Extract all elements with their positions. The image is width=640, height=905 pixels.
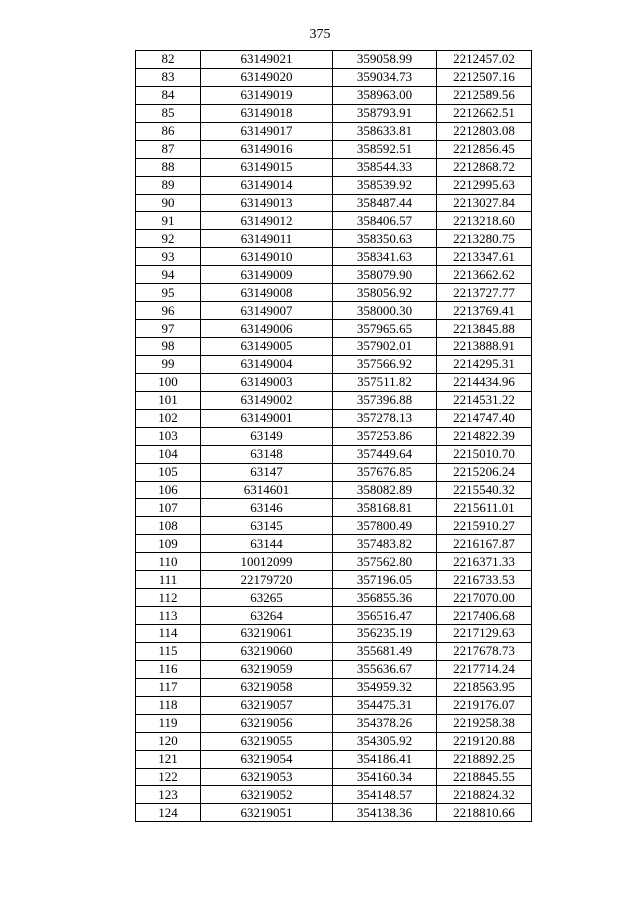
point-id-cell: 63264 (201, 607, 333, 625)
x-coordinate-cell: 357511.82 (333, 373, 437, 391)
table-row (136, 804, 532, 822)
row-index-cell: 106 (136, 481, 201, 499)
x-coordinate-cell: 358487.44 (333, 194, 437, 212)
table-row (136, 481, 532, 499)
coordinates-table (135, 50, 532, 822)
x-coordinate-cell: 359058.99 (333, 51, 437, 69)
table-row (136, 427, 532, 445)
point-id-cell: 22179720 (201, 571, 333, 589)
page-number: 375 (309, 27, 331, 42)
y-coordinate-cell: 2212868.72 (437, 158, 532, 176)
y-coordinate-cell: 2212507.16 (437, 68, 532, 86)
x-coordinate-cell: 357196.05 (333, 571, 437, 589)
point-id-cell: 63149007 (201, 302, 333, 320)
x-coordinate-cell: 354378.26 (333, 714, 437, 732)
x-coordinate-cell: 354148.57 (333, 786, 437, 804)
row-index-cell: 118 (136, 696, 201, 714)
row-index-cell: 83 (136, 68, 201, 86)
table-row (136, 355, 532, 373)
x-coordinate-cell: 358341.63 (333, 248, 437, 266)
row-index-cell: 116 (136, 660, 201, 678)
x-coordinate-cell: 357483.82 (333, 535, 437, 553)
x-coordinate-cell: 359034.73 (333, 68, 437, 86)
row-index-cell: 117 (136, 678, 201, 696)
row-index-cell: 109 (136, 535, 201, 553)
table-row (136, 535, 532, 553)
point-id-cell: 63144 (201, 535, 333, 553)
row-index-cell: 104 (136, 445, 201, 463)
table-row (136, 338, 532, 356)
table-row (136, 194, 532, 212)
point-id-cell: 63149006 (201, 320, 333, 338)
x-coordinate-cell: 358168.81 (333, 499, 437, 517)
y-coordinate-cell: 2212662.51 (437, 104, 532, 122)
table-row (136, 732, 532, 750)
table-row (136, 768, 532, 786)
point-id-cell: 63219057 (201, 696, 333, 714)
point-id-cell: 63145 (201, 517, 333, 535)
x-coordinate-cell: 358544.33 (333, 158, 437, 176)
x-coordinate-cell: 354138.36 (333, 804, 437, 822)
x-coordinate-cell: 356855.36 (333, 589, 437, 607)
row-index-cell: 110 (136, 553, 201, 571)
table-body (136, 51, 532, 822)
point-id-cell: 63219054 (201, 750, 333, 768)
point-id-cell: 63149012 (201, 212, 333, 230)
x-coordinate-cell: 355636.67 (333, 660, 437, 678)
table-row (136, 445, 532, 463)
row-index-cell: 85 (136, 104, 201, 122)
point-id-cell: 63149015 (201, 158, 333, 176)
x-coordinate-cell: 357253.86 (333, 427, 437, 445)
table-row (136, 140, 532, 158)
y-coordinate-cell: 2217406.68 (437, 607, 532, 625)
x-coordinate-cell: 356516.47 (333, 607, 437, 625)
table-row (136, 660, 532, 678)
table-row (136, 373, 532, 391)
y-coordinate-cell: 2212589.56 (437, 86, 532, 104)
point-id-cell: 63149 (201, 427, 333, 445)
point-id-cell: 63149005 (201, 338, 333, 356)
point-id-cell: 63219061 (201, 625, 333, 643)
y-coordinate-cell: 2213727.77 (437, 284, 532, 302)
row-index-cell: 120 (136, 732, 201, 750)
table-row (136, 51, 532, 69)
y-coordinate-cell: 2219176.07 (437, 696, 532, 714)
row-index-cell: 121 (136, 750, 201, 768)
y-coordinate-cell: 2219120.88 (437, 732, 532, 750)
y-coordinate-cell: 2216167.87 (437, 535, 532, 553)
table-row (136, 86, 532, 104)
point-id-cell: 63219058 (201, 678, 333, 696)
table-row (136, 553, 532, 571)
x-coordinate-cell: 355681.49 (333, 642, 437, 660)
row-index-cell: 98 (136, 338, 201, 356)
y-coordinate-cell: 2217678.73 (437, 642, 532, 660)
table-row (136, 678, 532, 696)
point-id-cell: 63149013 (201, 194, 333, 212)
x-coordinate-cell: 357562.80 (333, 553, 437, 571)
row-index-cell: 97 (136, 320, 201, 338)
x-coordinate-cell: 354305.92 (333, 732, 437, 750)
row-index-cell: 92 (136, 230, 201, 248)
point-id-cell: 63149001 (201, 409, 333, 427)
table-row (136, 571, 532, 589)
point-id-cell: 63219056 (201, 714, 333, 732)
point-id-cell: 63149008 (201, 284, 333, 302)
x-coordinate-cell: 354475.31 (333, 696, 437, 714)
row-index-cell: 107 (136, 499, 201, 517)
table-row (136, 230, 532, 248)
x-coordinate-cell: 358079.90 (333, 266, 437, 284)
x-coordinate-cell: 358056.92 (333, 284, 437, 302)
point-id-cell: 63149020 (201, 68, 333, 86)
point-id-cell: 63149021 (201, 51, 333, 69)
row-index-cell: 108 (136, 517, 201, 535)
point-id-cell: 63149009 (201, 266, 333, 284)
row-index-cell: 105 (136, 463, 201, 481)
x-coordinate-cell: 357449.64 (333, 445, 437, 463)
table-row (136, 104, 532, 122)
x-coordinate-cell: 357566.92 (333, 355, 437, 373)
y-coordinate-cell: 2213662.62 (437, 266, 532, 284)
x-coordinate-cell: 357278.13 (333, 409, 437, 427)
table-row (136, 499, 532, 517)
table-row (136, 696, 532, 714)
y-coordinate-cell: 2212457.02 (437, 51, 532, 69)
x-coordinate-cell: 357676.85 (333, 463, 437, 481)
table-row (136, 68, 532, 86)
x-coordinate-cell: 358406.57 (333, 212, 437, 230)
point-id-cell: 63149014 (201, 176, 333, 194)
table-row (136, 212, 532, 230)
row-index-cell: 103 (136, 427, 201, 445)
x-coordinate-cell: 357965.65 (333, 320, 437, 338)
x-coordinate-cell: 358592.51 (333, 140, 437, 158)
table-row (136, 284, 532, 302)
row-index-cell: 82 (136, 51, 201, 69)
table-row (136, 302, 532, 320)
x-coordinate-cell: 358539.92 (333, 176, 437, 194)
table-row (136, 714, 532, 732)
point-id-cell: 63219055 (201, 732, 333, 750)
row-index-cell: 90 (136, 194, 201, 212)
table-row (136, 589, 532, 607)
x-coordinate-cell: 354959.32 (333, 678, 437, 696)
row-index-cell: 123 (136, 786, 201, 804)
row-index-cell: 112 (136, 589, 201, 607)
point-id-cell: 63149019 (201, 86, 333, 104)
y-coordinate-cell: 2213027.84 (437, 194, 532, 212)
point-id-cell: 63219051 (201, 804, 333, 822)
table-row (136, 320, 532, 338)
point-id-cell: 6314601 (201, 481, 333, 499)
row-index-cell: 94 (136, 266, 201, 284)
x-coordinate-cell: 358000.30 (333, 302, 437, 320)
row-index-cell: 101 (136, 391, 201, 409)
table-row (136, 750, 532, 768)
point-id-cell: 63265 (201, 589, 333, 607)
row-index-cell: 102 (136, 409, 201, 427)
row-index-cell: 100 (136, 373, 201, 391)
point-id-cell: 63149017 (201, 122, 333, 140)
point-id-cell: 63148 (201, 445, 333, 463)
y-coordinate-cell: 2217714.24 (437, 660, 532, 678)
row-index-cell: 122 (136, 768, 201, 786)
table-row (136, 248, 532, 266)
y-coordinate-cell: 2215010.70 (437, 445, 532, 463)
y-coordinate-cell: 2212856.45 (437, 140, 532, 158)
x-coordinate-cell: 357902.01 (333, 338, 437, 356)
table-row (136, 786, 532, 804)
y-coordinate-cell: 2219258.38 (437, 714, 532, 732)
table-row (136, 517, 532, 535)
y-coordinate-cell: 2217129.63 (437, 625, 532, 643)
y-coordinate-cell: 2213347.61 (437, 248, 532, 266)
y-coordinate-cell: 2212803.08 (437, 122, 532, 140)
x-coordinate-cell: 354160.34 (333, 768, 437, 786)
row-index-cell: 115 (136, 642, 201, 660)
x-coordinate-cell: 357800.49 (333, 517, 437, 535)
row-index-cell: 95 (136, 284, 201, 302)
y-coordinate-cell: 2216371.33 (437, 553, 532, 571)
y-coordinate-cell: 2214295.31 (437, 355, 532, 373)
y-coordinate-cell: 2215540.32 (437, 481, 532, 499)
y-coordinate-cell: 2218824.32 (437, 786, 532, 804)
row-index-cell: 84 (136, 86, 201, 104)
x-coordinate-cell: 356235.19 (333, 625, 437, 643)
y-coordinate-cell: 2215910.27 (437, 517, 532, 535)
point-id-cell: 63149003 (201, 373, 333, 391)
point-id-cell: 63146 (201, 499, 333, 517)
table-row (136, 409, 532, 427)
row-index-cell: 113 (136, 607, 201, 625)
point-id-cell: 63149018 (201, 104, 333, 122)
row-index-cell: 114 (136, 625, 201, 643)
point-id-cell: 63149011 (201, 230, 333, 248)
row-index-cell: 91 (136, 212, 201, 230)
row-index-cell: 124 (136, 804, 201, 822)
y-coordinate-cell: 2215611.01 (437, 499, 532, 517)
y-coordinate-cell: 2218810.66 (437, 804, 532, 822)
y-coordinate-cell: 2214822.39 (437, 427, 532, 445)
table-row (136, 607, 532, 625)
point-id-cell: 63219059 (201, 660, 333, 678)
y-coordinate-cell: 2212995.63 (437, 176, 532, 194)
row-index-cell: 96 (136, 302, 201, 320)
y-coordinate-cell: 2213218.60 (437, 212, 532, 230)
point-id-cell: 63149016 (201, 140, 333, 158)
point-id-cell: 63147 (201, 463, 333, 481)
row-index-cell: 119 (136, 714, 201, 732)
table-row (136, 266, 532, 284)
y-coordinate-cell: 2213845.88 (437, 320, 532, 338)
x-coordinate-cell: 358082.89 (333, 481, 437, 499)
point-id-cell: 63149002 (201, 391, 333, 409)
x-coordinate-cell: 358963.00 (333, 86, 437, 104)
x-coordinate-cell: 357396.88 (333, 391, 437, 409)
point-id-cell: 63219053 (201, 768, 333, 786)
table-row (136, 176, 532, 194)
row-index-cell: 87 (136, 140, 201, 158)
y-coordinate-cell: 2215206.24 (437, 463, 532, 481)
point-id-cell: 10012099 (201, 553, 333, 571)
point-id-cell: 63149010 (201, 248, 333, 266)
table-row (136, 625, 532, 643)
point-id-cell: 63219052 (201, 786, 333, 804)
y-coordinate-cell: 2218563.95 (437, 678, 532, 696)
table-row (136, 158, 532, 176)
y-coordinate-cell: 2217070.00 (437, 589, 532, 607)
table-row (136, 122, 532, 140)
row-index-cell: 99 (136, 355, 201, 373)
point-id-cell: 63219060 (201, 642, 333, 660)
x-coordinate-cell: 354186.41 (333, 750, 437, 768)
y-coordinate-cell: 2213280.75 (437, 230, 532, 248)
table-row (136, 642, 532, 660)
row-index-cell: 86 (136, 122, 201, 140)
y-coordinate-cell: 2214531.22 (437, 391, 532, 409)
x-coordinate-cell: 358793.91 (333, 104, 437, 122)
y-coordinate-cell: 2213888.91 (437, 338, 532, 356)
y-coordinate-cell: 2214434.96 (437, 373, 532, 391)
row-index-cell: 93 (136, 248, 201, 266)
table-row (136, 391, 532, 409)
y-coordinate-cell: 2216733.53 (437, 571, 532, 589)
table-row (136, 463, 532, 481)
x-coordinate-cell: 358350.63 (333, 230, 437, 248)
y-coordinate-cell: 2213769.41 (437, 302, 532, 320)
row-index-cell: 89 (136, 176, 201, 194)
y-coordinate-cell: 2218845.55 (437, 768, 532, 786)
point-id-cell: 63149004 (201, 355, 333, 373)
y-coordinate-cell: 2214747.40 (437, 409, 532, 427)
x-coordinate-cell: 358633.81 (333, 122, 437, 140)
row-index-cell: 88 (136, 158, 201, 176)
y-coordinate-cell: 2218892.25 (437, 750, 532, 768)
row-index-cell: 111 (136, 571, 201, 589)
